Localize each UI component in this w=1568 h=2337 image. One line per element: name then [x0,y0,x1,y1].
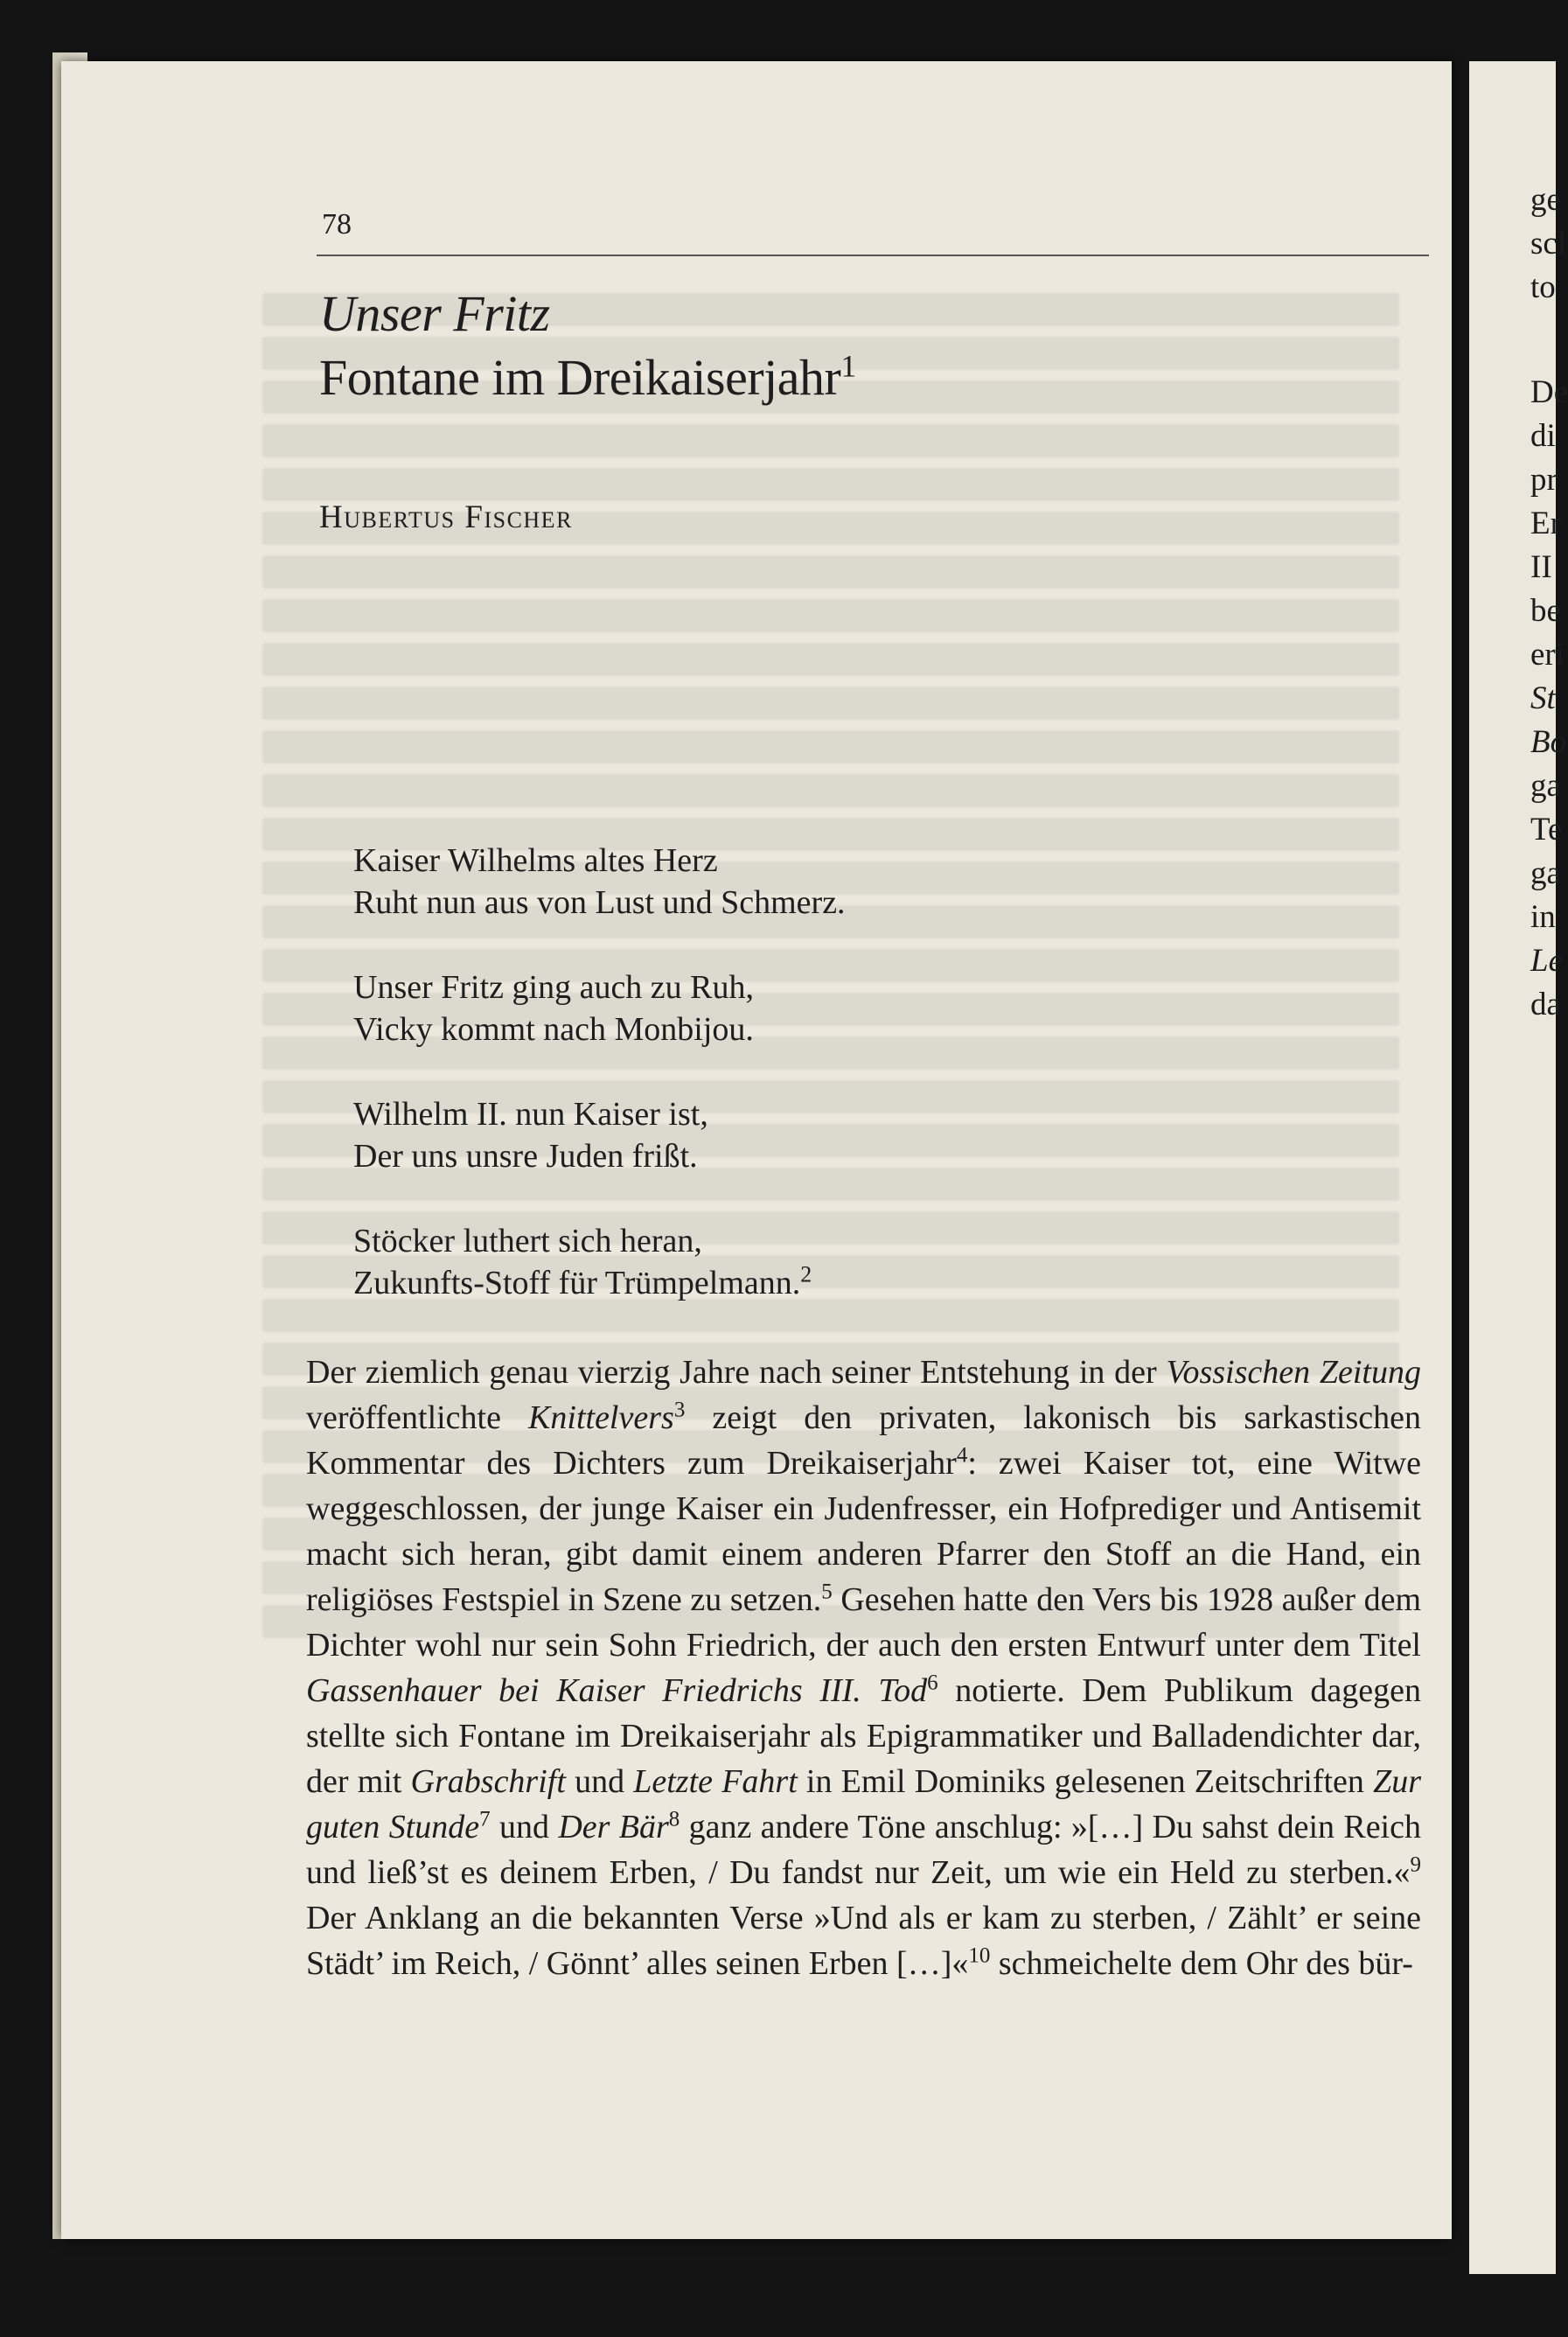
next-page-fragment: di [1530,418,1556,454]
poem-line: Stöcker luthert sich heran, [353,1223,702,1259]
poem-line: Ruht nun aus von Lust und Schmerz. [353,884,846,921]
footnote-ref: 10 [968,1943,991,1968]
footnote-ref: 6 [927,1671,938,1695]
italic-title: Letzte Fahrt [633,1763,798,1800]
body-text-run: Der ziemlich genau vierzig Jahre nach seiner Entstehung in der [306,1354,1167,1391]
next-page-fragment: da [1530,987,1561,1022]
next-page-fragment: scl [1530,226,1567,262]
footnote-ref: 3 [673,1398,686,1422]
next-page-fragment: pr [1530,462,1558,498]
footnote-ref: 2 [800,1261,812,1287]
poem-line: Wilhelm II. nun Kaiser ist, [353,1096,708,1133]
body-text-run: notierte. Dem Publikum dagegen stellte sich Fontane im Dreikaiserjahr als Epigrammatiker und Balladendichter dar, der mit [306,1672,1421,1800]
poem-line [353,1262,846,1304]
poem-stanza [353,1220,846,1304]
poem-line: Der uns unsre Juden frißt. [353,1138,698,1175]
italic-title: Gassenhauer bei Kaiser Friedrichs III. Tod [306,1672,928,1709]
body-text-run: und [490,1809,559,1845]
poem-line: Vicky kommt nach Monbijou. [353,1011,754,1048]
next-page-fragment: Te [1530,812,1563,848]
italic-title: Zur guten Stunde [306,1763,1421,1845]
next-page-fragment: ge [1530,182,1561,218]
page-number: 78 [322,208,352,241]
next-page-fragment: eri [1530,637,1565,673]
author-name: Hubertus Fischer [319,499,573,535]
next-page-fragment: ga [1530,768,1561,804]
footnote-ref: 7 [479,1807,491,1831]
next-page-fragment: De [1530,374,1568,410]
footnote-ref: 1 [840,348,856,384]
body-text-run: Der Anklang an die bekannten Verse »Und als er kam zu sterben, / Zählt’ er seine Städt’ im Reich, / Gönnt’ alles seinen Erben […]« [306,1900,1421,1982]
next-page-fragment: be [1530,593,1561,629]
article-title-italic: Unser Fritz [319,285,550,342]
body-paragraph [306,1350,1421,1986]
poem-stanza [353,1093,846,1177]
next-page-fragment: St [1530,680,1556,716]
next-page-fragment: Le [1530,943,1563,979]
body-text-run: ganz andere Töne anschlug: »[…] Du sahst dein Reich und ließ’st es deinem Erben, / Du fandst nur Zeit, um wie ein Held zu sterben.« [306,1809,1421,1891]
poem-stanza [353,840,846,924]
body-text-run: : zwei Kaiser tot, eine Witwe weggeschlossen, der junge Kaiser ein Judenfresser, ein Hofprediger und Antisemit macht sich heran, gibt damit einem anderen Pfarrer den Stoff an die Hand, ein religiöses Festspiel in Szene zu setzen. [306,1445,1421,1618]
body-text-run: zeigt den privaten, lakonisch bis sarkastischen Kommentar des Dichters zum Dreikaiserjahr [306,1399,1421,1482]
next-page-fragment: in [1530,899,1556,935]
next-page-fragment: Bo [1530,724,1567,760]
footnote-ref: 5 [821,1580,833,1604]
poem [353,840,846,1347]
next-page-fragment: II [1530,549,1552,585]
footnote-ref: 9 [1410,1852,1421,1877]
italic-title: Grabschrift [410,1763,566,1800]
body-text-run: schmeichelte dem Ohr des bür- [990,1945,1413,1982]
body-text-run: und [565,1763,634,1800]
footnote-ref: 8 [668,1807,680,1831]
italic-title: Vossischen Zeitung [1166,1354,1421,1391]
italic-title: Der Bär [558,1809,669,1845]
article-title-text: Fontane im Dreikaiserjahr [319,349,841,406]
poem-line-text: Zukunfts-Stoff für Trümpelmann. [353,1265,801,1301]
body-text-run: veröffentlichte [306,1399,529,1436]
poem-line: Kaiser Wilhelms altes Herz [353,842,718,879]
poem-line: Unser Fritz ging auch zu Ruh, [353,969,755,1006]
italic-title: Knittelvers [528,1399,674,1436]
next-page-fragment: ga [1530,855,1561,891]
poem-stanza [353,966,846,1050]
header-rule [317,255,1429,256]
next-page-fragment: Er [1530,506,1561,541]
next-page-fragment: to [1530,269,1556,305]
footnote-ref: 4 [956,1443,968,1468]
body-text-run: Gesehen hatte den Vers bis 1928 außer dem Dichter wohl nur sein Sohn Friedrich, der auch den ersten Entwurf unter dem Titel [306,1581,1421,1664]
body-text-run: in Emil Dominiks gelesenen Zeitschriften [797,1763,1374,1800]
article-title [319,348,856,407]
